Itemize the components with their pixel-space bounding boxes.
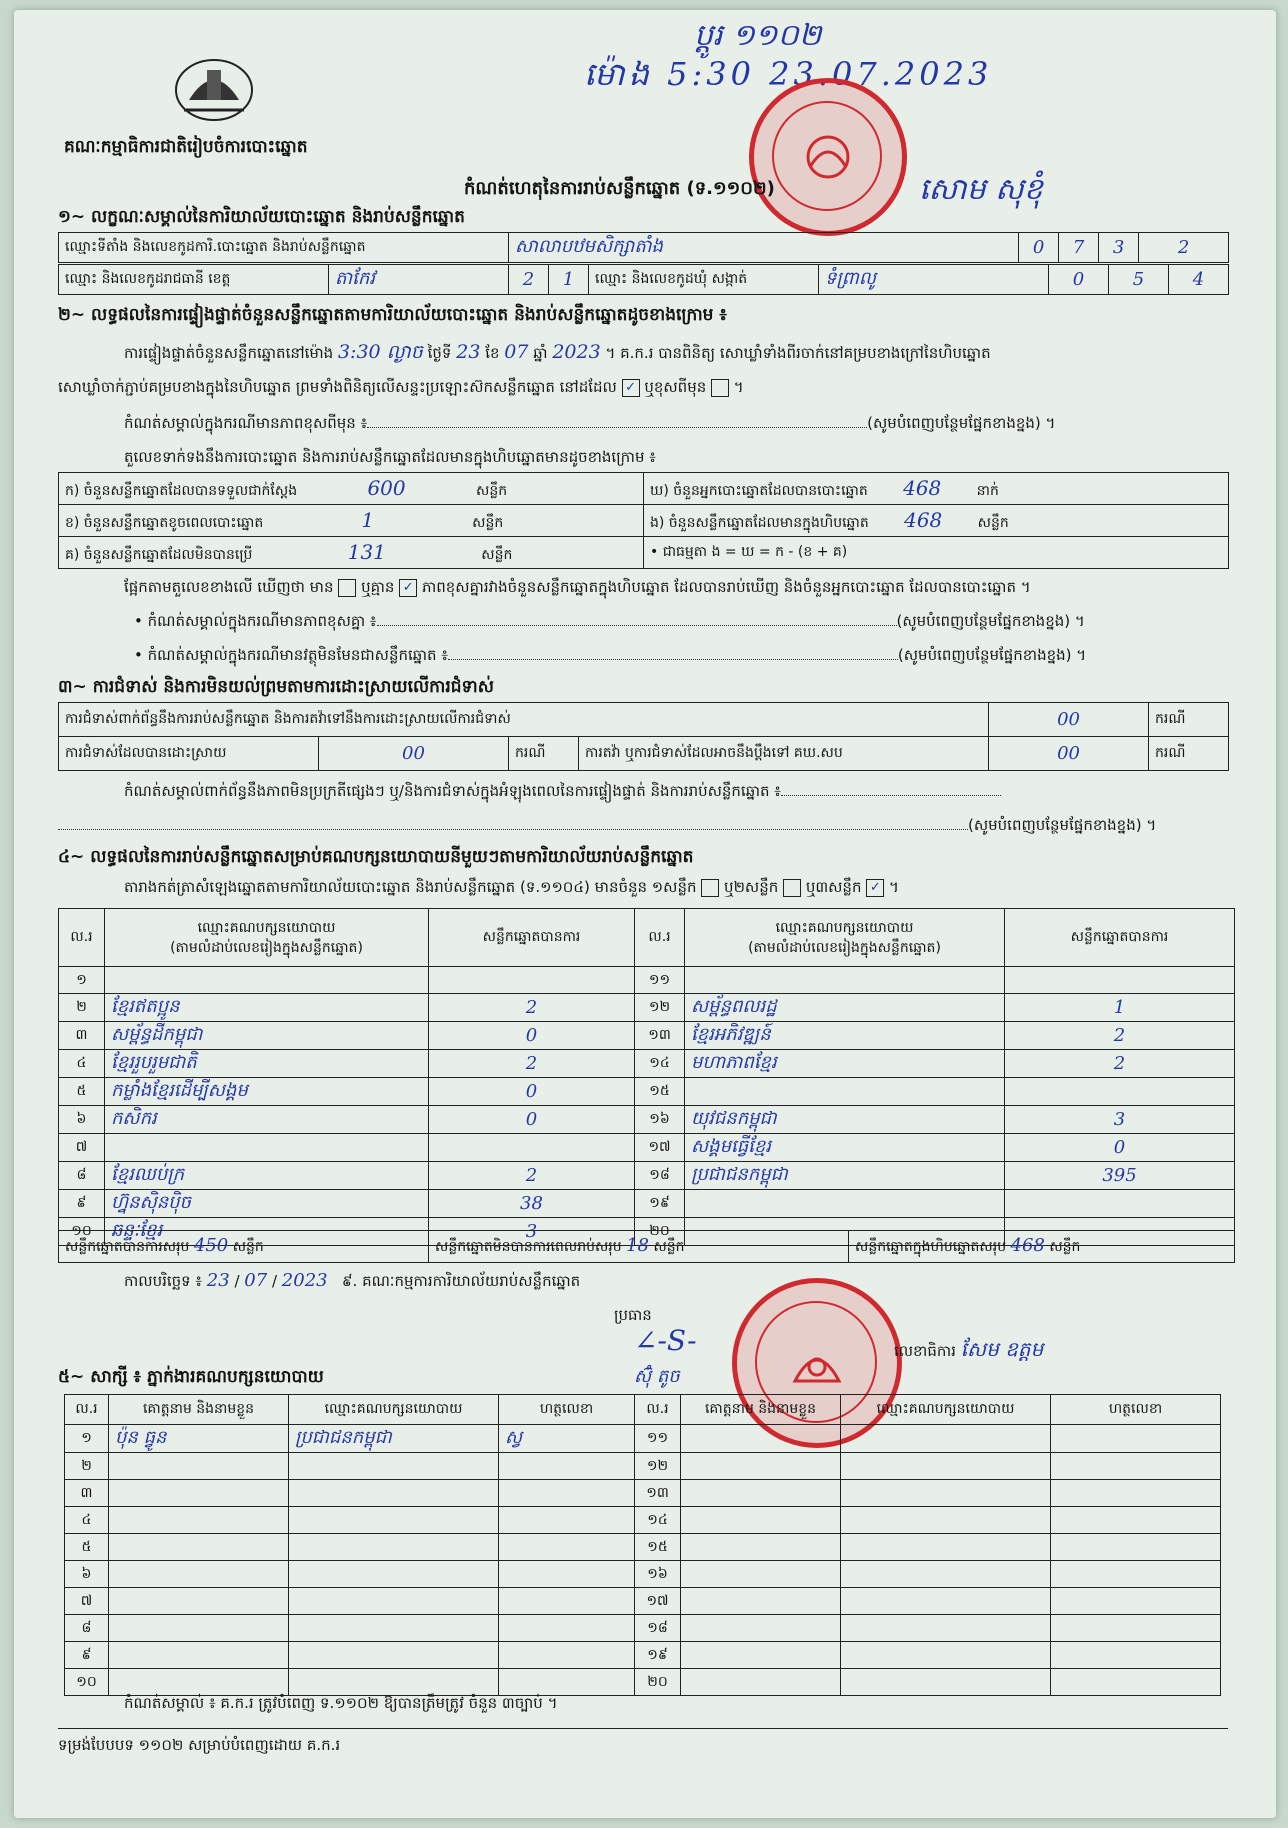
- table-row: ៥ កម្លាំងខ្មែរដើម្បីសង្គម 0 ១៥: [59, 1078, 1235, 1106]
- objections-count: 00: [989, 703, 1149, 737]
- time-date-note: ម៉ោង 5:30 23.07.2023: [584, 55, 993, 93]
- table-row: ៧ ១៧: [65, 1588, 1221, 1615]
- table-row: ៩ ហ្វ៊ុនស៊ិនប៉ិច 38 ១៩: [59, 1190, 1235, 1218]
- figure-c: គ) ចំនួនសន្លឹកឆ្នោតដែលមិនបានប្រើ 131 សន្លឹក: [59, 537, 644, 569]
- code-digit: 4: [1169, 265, 1229, 295]
- table-row: ១០ ២០: [65, 1669, 1221, 1696]
- appeal-count: 00: [989, 737, 1149, 771]
- section2-title: ២~ លទ្ធផលនៃការផ្ទៀងផ្ទាត់ចំនួនសន្លឹកឆ្នោតតាមការិយាល័យបោះឆ្នោត និងរាប់សន្លឹកឆ្នោតដូចខាងក្រោម ៖: [58, 305, 727, 325]
- table-row: ៣ ១៣: [65, 1480, 1221, 1507]
- appeal-label: ការតវ៉ា ឬការជំទាស់ដែលអាចនឹងប្តឹងទៅ គឃ.សប: [579, 737, 989, 771]
- resolved-label: ការជំទាស់ដែលបានដោះស្រាយ: [59, 737, 319, 771]
- code-digit: 2: [509, 265, 549, 295]
- chair-name: ស៊ុំ តូច: [634, 1366, 680, 1387]
- province-table: [58, 264, 1229, 295]
- irregularity-note-cont: (សូមបំពេញបន្ថែមផ្នែកខាងខ្នង) ។: [58, 816, 1234, 838]
- footer-divider: [58, 1728, 1228, 1729]
- table-row: ៤ ខ្មែររួបរួមជាតិ 2 ១៤ មហាភាពខ្មែរ 2: [59, 1050, 1235, 1078]
- section3-title: ៣~ ការជំទាស់ និងការមិនយល់ព្រមតាមការដោះស្រាយលើការជំទាស់: [58, 677, 494, 697]
- table-row: ២ ខ្មែរឥតប្អូន 2 ១២ សម្ព័ន្ធពលរដ្ឋ 1: [59, 994, 1235, 1022]
- verification-line2: សោឃ្លាំចាក់ភ្ជាប់គម្របខាងក្នុងនៃហិបឆ្នោត ព្រមទាំងពិនិត្យលើសន្ទះប្រឡោះស៊កសន្លឹកឆ្នោត នៅដដែល ✓ ឬខុសពីមុន ។: [58, 378, 744, 396]
- table-row: ៦ កសិករ 0 ១៦ យុវជនកម្ពុជា 3: [59, 1106, 1235, 1134]
- irregularity-note: កំណត់សម្គាល់ពាក់ព័ន្ធនឹងភាពមិនប្រក្រតីផ្សេងៗ ឬ/និងការជំទាស់ក្នុងអំឡុងពេលនៃការផ្ទៀងផ្ទាត់ និងការរាប់សន្លឹកឆ្នោត ៖: [124, 782, 1234, 804]
- table-row: ១០ ឆន្ទៈខ្មែរ 3 ២០: [59, 1218, 1235, 1246]
- section5-title: ៥~ សាក្សី ៖ ភ្នាក់ងារគណបក្សនយោបាយ: [58, 1367, 324, 1387]
- box-total: សន្លឹកឆ្នោតក្នុងហិបឆ្នោតសរុប 468 សន្លឹក: [849, 1231, 1235, 1263]
- formula: • ជាធម្មតា ង = ឃ = ក - (ខ + គ): [644, 537, 1229, 569]
- top-handwritten-note: ប្តូរ ១១០២: [694, 18, 822, 53]
- invalid-total: សន្លឹកឆ្នោតមិនបានការពេលរាប់សរុប 18 សន្លឹក: [429, 1231, 849, 1263]
- table-row: ៥ ១៥: [65, 1534, 1221, 1561]
- location-table: [58, 232, 1229, 263]
- party-results-table: ល.រ ឈ្មោះគណបក្សនយោបាយ (តាមលំដាប់លេខរៀងក្នុងសន្លឹកឆ្នោត) សន្លឹកឆ្នោតបានការ ល.រ ឈ្មោះគណបក្សនយោបាយ (តាមលំដាប់លេខរៀងក្នុងសន្លឹកឆ្នោត) សន្លឹកឆ្នោតបានការ ១ ១១ ២ ខ្មែរឥតប្អូន 2 ១២ សម្ព័ន្ធពលរដ្ឋ 1 ៣ សម្ព័ន្ធដីកម្ពុជា 0 ១៣ ខ្មែរអភិវឌ្ឍន៍ 2 ៤ ខ្មែររួបរួមជាតិ 2 ១៤ មហាភាពខ្មែរ 2 ៥ កម្លាំងខ្មែរដើម្បីសង្គម 0 ១៥ ៦ កសិករ 0 ១៦ យុវជនកម្ពុជា 3 ៧ ១៧ សង្គមធ្វើខ្មែរ 0 ៨ ខ្មែរឈប់ក្រ 2 ១៨ ប្រជាជនកម្ពុជា 395 ៩ ហ្វ៊ុនស៊ិនប៉ិច 38 ១៩ ១០ ឆន្ទៈខ្មែរ 3 ២០: [58, 908, 1235, 1246]
- verification-line1: ការផ្ទៀងផ្ទាត់ចំនួនសន្លឹកឆ្នោតនៅម៉ោង 3:30 ល្ងាច ថ្ងៃទី 23 ខែ 07 ឆ្នាំ 2023 ។ គ.ក.រ បានពិនិត្យ សោឃ្លាំទាំងពីរចាក់នៅគម្របខាងក្រៅនៃហិបឆ្នោត: [124, 341, 991, 363]
- table-row: ២ ១២: [65, 1453, 1221, 1480]
- discrepancy-note-line: • កំណត់សម្គាល់ក្នុងករណីមានភាពខុសគ្នា ៖ (សូមបំពេញបន្ថែមផ្នែកខាងខ្នង) ។: [134, 612, 1085, 630]
- secretary-line: លេខាធិការ សែម ឧត្តម: [894, 1337, 1044, 1361]
- difference-result-line: ផ្អែកតាមតួលេខខាងលើ ឃើញថា មាន ឬគ្មាន ✓ ភាពខុសគ្នារវាងចំនួនសន្លឹកឆ្នោតក្នុងហិបឆ្នោត ដែលបានរាប់ឃើញ និងចំនួនអ្នកបោះឆ្នោត ដែលបានបោះឆ្នោត ។: [124, 578, 1031, 596]
- location-name-value: សាលាបឋមសិក្សាតាំង: [509, 233, 1019, 263]
- nec-logo: [169, 50, 259, 125]
- chair-signature: ∠-S-: [634, 1324, 697, 1357]
- code-digit: 1: [549, 265, 589, 295]
- three-sheets-checkbox[interactable]: ✓: [866, 879, 884, 897]
- no-difference-checkbox[interactable]: ✓: [399, 579, 417, 597]
- figures-intro: តួលេខទាក់ទងនឹងការបោះឆ្នោត និងការរាប់សន្លឹកឆ្នោតដែលមានក្នុងហិបឆ្នោតមានដូចខាងក្រោម ៖: [124, 448, 656, 466]
- province-value: តាកែវ: [329, 265, 509, 295]
- nonballot-note-line: • កំណត់សម្គាល់ក្នុងករណីមានវត្ថុមិនមែនជាសន្លឹកឆ្នោត ៖ (សូមបំពេញបន្ថែមផ្នែកខាងខ្នង) ។: [134, 646, 1087, 664]
- witness-table: ល.រ គោត្តនាម និងនាមខ្លួន ឈ្មោះគណបក្សនយោបាយ ហត្ថលេខា ល.រ គោត្តនាម និងនាមខ្លួន ឈ្មោះគណបក្សនយោបាយ ហត្ថលេខា ១ ប៉ុន ធ្វូន ប្រជាជនកម្ពុជា ស្វ ១១ ២ ១២ ៣ ១៣ ៤ ១៤ ៥ ១៥ ៦ ១៦ ៧ ១៧ ៨ ១៨ ៩ ១៩ ១០ ២០: [64, 1394, 1221, 1696]
- footer-text: ទម្រង់បែបបទ ១១០២ សម្រាប់បំពេញដោយ គ.ក.រ: [58, 1736, 341, 1754]
- org-name: គណៈកម្មាធិការជាតិរៀបចំការបោះឆ្នោត: [64, 137, 308, 157]
- code-digit: 5: [1109, 265, 1169, 295]
- verification-time: 3:30 ល្ងាច: [337, 341, 423, 363]
- code-digit: 0: [1019, 233, 1059, 263]
- figure-e: ង) ចំនួនសន្លឹកឆ្នោតដែលមានក្នុងហិបឆ្នោត 468 សន្លឹក: [644, 505, 1229, 537]
- table-row: ៨ ខ្មែរឈប់ក្រ 2 ១៨ ប្រជាជនកម្ពុជា 395: [59, 1162, 1235, 1190]
- table-row: ១ ប៉ុន ធ្វូន ប្រជាជនកម្ពុជា ស្វ ១១: [65, 1425, 1221, 1453]
- valid-total: សន្លឹកឆ្នោតបានការសរុប 450 សន្លឹក: [59, 1231, 429, 1263]
- totals-table: [58, 1230, 1235, 1263]
- commune-value: ទំព្រាលូ: [819, 265, 1049, 295]
- changed-checkbox[interactable]: [711, 379, 729, 397]
- witness-note: កំណត់សម្គាល់ ៖ គ.ក.រ ត្រូវបំពេញ ទ.១១០២ ឱ្យបានត្រឹមត្រូវ ចំនួន ៣ច្បាប់ ។: [124, 1694, 558, 1712]
- section1-title: ១~ លក្ខណៈសម្គាល់នៃការិយាល័យបោះឆ្នោត និងរាប់សន្លឹកឆ្នោត: [58, 207, 465, 227]
- figure-d: ឃ) ចំនួនអ្នកបោះឆ្នោតដែលបានបោះឆ្នោត 468 នាក់: [644, 473, 1229, 505]
- code-digit: 2: [1139, 233, 1229, 263]
- table-row: ៦ ១៦: [65, 1561, 1221, 1588]
- table-row: ៣ សម្ព័ន្ធដីកម្ពុជា 0 ១៣ ខ្មែរអភិវឌ្ឍន៍ 2: [59, 1022, 1235, 1050]
- objections-table: ការជំទាស់ពាក់ព័ន្ធនឹងការរាប់សន្លឹកឆ្នោត និងការតវ៉ាទៅនឹងការដោះស្រាយលើការជំទាស់ 00 ករណី ការជំទាស់ដែលបានដោះស្រាយ 00 ករណី ការតវ៉ា ឬការជំទាស់ដែលអាចនឹងប្តឹងទៅ គឃ.សប 00 ករណី: [58, 702, 1229, 771]
- has-difference-checkbox[interactable]: [338, 579, 356, 597]
- table-row: ១ ១១: [59, 967, 1235, 994]
- figures-table: [58, 472, 1229, 569]
- code-digit: 7: [1059, 233, 1099, 263]
- location-name-label: ឈ្មោះទីតាំង និងលេខកូដការិ.បោះឆ្នោត និងរាប់សន្លឹកឆ្នោត: [59, 233, 509, 263]
- official-stamp: [749, 78, 907, 236]
- code-digit: 0: [1049, 265, 1109, 295]
- document-page: [14, 10, 1276, 1818]
- province-label: ឈ្មោះ និងលេខកូដរាជធានី ខេត្ត: [59, 265, 329, 295]
- difference-note-line: កំណត់សម្គាល់ក្នុងករណីមានភាពខុសពីមុន ៖ (សូមបំពេញបន្ថែមផ្នែកខាងខ្នង) ។: [124, 414, 1056, 432]
- table-row: ៩ ១៩: [65, 1642, 1221, 1669]
- commune-label: ឈ្មោះ និងលេខកូដឃុំ សង្កាត់: [589, 265, 819, 295]
- tally-sheet-line: តារាងកត់ត្រាសំឡេងឆ្នោតតាមការិយាល័យបោះឆ្នោត និងរាប់សន្លឹកឆ្នោត (ទ.១១០៤) មានចំនួន ១សន្លឹក ឬ២សន្លឹក ឬ៣សន្លឹក ✓ ។: [124, 878, 899, 896]
- code-digit: 3: [1099, 233, 1139, 263]
- figure-a: ក) ចំនួនសន្លឹកឆ្នោតដែលបានទទួលជាក់ស្តែង 600 សន្លឹក: [59, 473, 644, 505]
- form-title: កំណត់ហេតុនៃការរាប់សន្លឹកឆ្នោត (ទ.១១០២): [464, 178, 775, 199]
- table-row: ៨ ១៨: [65, 1615, 1221, 1642]
- chair-label: ប្រធាន: [614, 1306, 652, 1324]
- section4-title: ៤~ លទ្ធផលនៃការរាប់សន្លឹកឆ្នោតសម្រាប់គណបក្សនយោបាយនីមួយៗតាមការិយាល័យរាប់សន្លឹកឆ្នោត: [58, 847, 694, 867]
- figure-b: ខ) ចំនួនសន្លឹកឆ្នោតខូចពេលបោះឆ្នោត 1 សន្លឹក: [59, 505, 644, 537]
- table-row: ៧ ១៧ សង្គមធ្វើខ្មែរ 0: [59, 1134, 1235, 1162]
- signature-note: សោម សុខុំ: [919, 172, 1043, 207]
- objections-label: ការជំទាស់ពាក់ព័ន្ធនឹងការរាប់សន្លឹកឆ្នោត និងការតវ៉ាទៅនឹងការដោះស្រាយលើការជំទាស់: [59, 703, 989, 737]
- one-sheet-checkbox[interactable]: [701, 879, 719, 897]
- two-sheets-checkbox[interactable]: [783, 879, 801, 897]
- same-checkbox[interactable]: ✓: [622, 379, 640, 397]
- date-line: កាលបរិច្ឆេទ ៖ 23 / 07 / 2023 ៩. គណៈកម្មការការិយាល័យរាប់សន្លឹកឆ្នោត: [124, 1270, 581, 1291]
- resolved-count: 00: [319, 737, 509, 771]
- table-row: ៤ ១៤: [65, 1507, 1221, 1534]
